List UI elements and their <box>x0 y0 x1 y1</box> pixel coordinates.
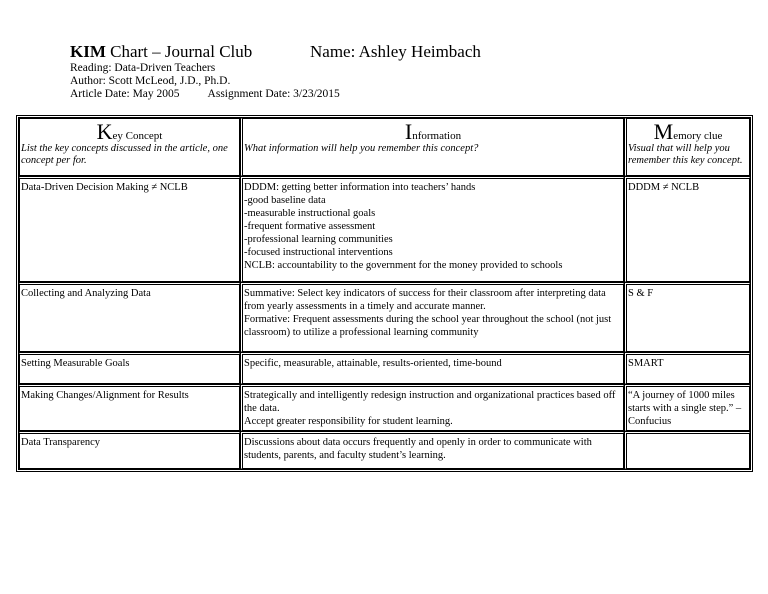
dates-line <box>70 88 750 101</box>
table-row <box>19 352 750 384</box>
information-line: DDDM: getting better information into teachers’ hands <box>244 182 476 193</box>
information-line: NCLB: accountability to the government for the money provided to schools <box>244 260 563 271</box>
table-header-row <box>19 118 750 176</box>
memory-clue-header <box>624 118 750 176</box>
student-name: Name: Ashley Heimbach <box>310 42 481 61</box>
header-description: List the key concepts discussed in the article, one concept per for. <box>21 143 228 166</box>
chart-title: Chart – Journal Club <box>105 42 253 61</box>
concept-cell: Data Transparency <box>19 431 240 469</box>
reading-line: Reading: Data-Driven Teachers <box>70 62 216 74</box>
header-big-letter: I <box>404 119 413 144</box>
document-header <box>70 42 750 101</box>
header-title: ey Concept <box>112 130 163 142</box>
information-line: -good baseline data <box>244 195 326 206</box>
key-concept-header <box>19 118 240 176</box>
memory-cell <box>624 431 750 469</box>
concept-cell: Setting Measurable Goals <box>19 352 240 384</box>
concept-cell: Making Changes/Alignment for Results <box>19 384 240 431</box>
information-cell <box>240 431 624 469</box>
table-row <box>19 282 750 352</box>
information-line: Strategically and intelligently redesign instruction and organizational practices based off the data. <box>244 390 616 414</box>
kim-label: KIM <box>70 42 106 61</box>
header-big-letter: M <box>653 119 674 144</box>
memory-cell: SMART <box>624 352 750 384</box>
concept-cell: Data-Driven Decision Making ≠ NCLB <box>19 176 240 282</box>
table-row <box>19 384 750 431</box>
information-cell <box>240 282 624 352</box>
header-title: emory clue <box>673 130 723 142</box>
memory-cell: DDDM ≠ NCLB <box>624 176 750 282</box>
information-line: Specific, measurable, attainable, results-oriented, time-bound <box>244 358 502 369</box>
information-cell <box>240 176 624 282</box>
information-line: Discussions about data occurs frequently and openly in order to communicate with students, parents, and faculty student’s learning. <box>244 437 592 461</box>
header-big-letter: K <box>96 119 113 144</box>
author-line: Author: Scott McLeod, J.D., Ph.D. <box>70 75 231 87</box>
table-row <box>19 176 750 282</box>
concept-cell: Collecting and Analyzing Data <box>19 282 240 352</box>
information-cell <box>240 352 624 384</box>
kim-chart-table <box>16 115 753 472</box>
information-line: -professional learning communities <box>244 234 393 245</box>
article-date: Article Date: May 2005 <box>70 88 180 100</box>
information-cell <box>240 384 624 431</box>
table-row <box>19 431 750 469</box>
title-line <box>70 42 750 62</box>
memory-cell: “A journey of 1000 miles starts with a single step.” – Confucius <box>624 384 750 431</box>
header-description: What information will help you remember this concept? <box>244 143 479 154</box>
information-line: -focused instructional interventions <box>244 247 393 258</box>
header-description: Visual that will help you remember this key concept. <box>628 143 743 166</box>
information-line: Accept greater responsibility for student learning. <box>244 416 453 427</box>
assignment-date: Assignment Date: 3/23/2015 <box>207 88 340 100</box>
information-line: Formative: Frequent assessments during the school year throughout the school (not just classroom) to utilize a professional learning community <box>244 314 612 338</box>
memory-cell: S & F <box>624 282 750 352</box>
information-line: -measurable instructional goals <box>244 208 376 219</box>
information-header <box>240 118 624 176</box>
information-line: Summative: Select key indicators of success for their classroom after interpreting data from yearly assessments in a timely and accurate manner. <box>244 288 606 312</box>
information-line: -frequent formative assessment <box>244 221 376 232</box>
header-title: nformation <box>412 130 462 142</box>
